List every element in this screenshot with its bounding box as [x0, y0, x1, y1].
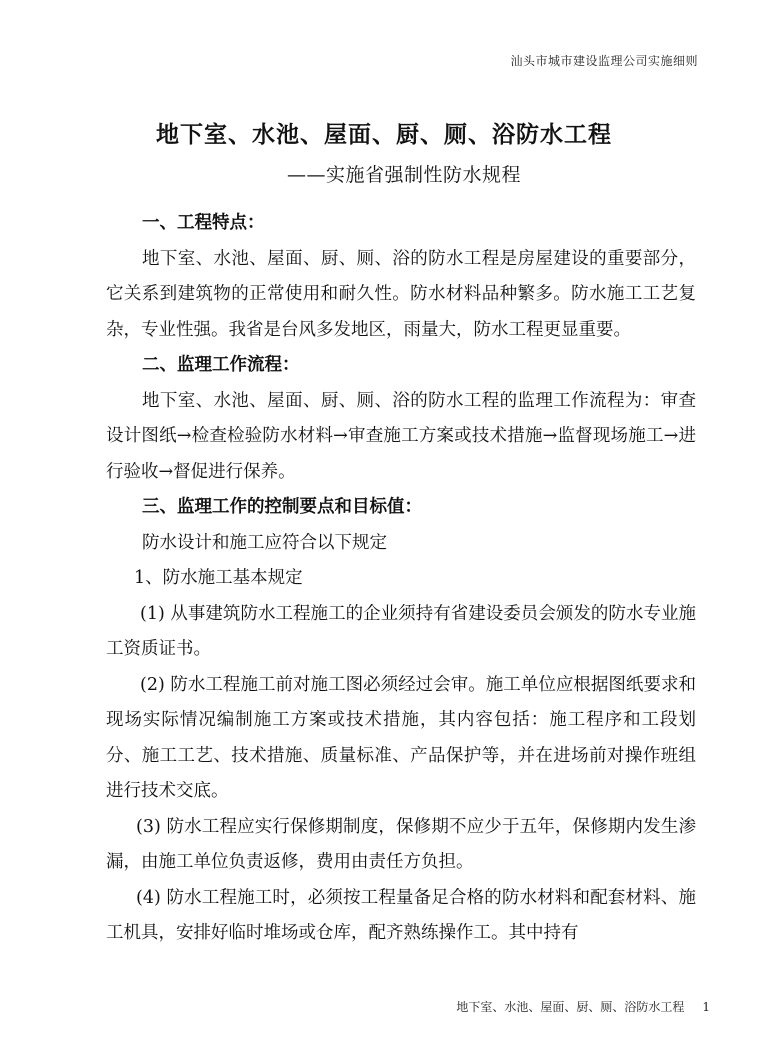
section-3-heading: 三、监理工作的控制要点和目标值：	[142, 497, 422, 517]
header-divider	[106, 78, 698, 79]
rule-item-3: (3) 防水工程应实行保修期制度，保修期不应少于五年，保修期内发生渗漏，由施工单位负责返修，费用由责任方负担。	[106, 816, 696, 872]
rule-item-4: (4) 防水工程施工时，必须按工程量备足合格的防水材料和配套材料、施工机具，安排好临时堆场或仓库，配齐熟练操作工。其中持有	[106, 887, 696, 943]
section-3-intro: 防水设计和施工应符合以下规定	[142, 532, 387, 553]
footer-title: 地下室、水池、屋面、厨、厕、浴防水工程	[456, 1000, 685, 1014]
document-title: 地下室、水池、屋面、厨、厕、浴防水工程	[156, 121, 612, 148]
section-3-subheading: 1、防水施工基本规定	[134, 568, 303, 588]
section-2-body: 地下室、水池、屋面、厨、厕、浴的防水工程的监理工作流程为：审查设计图纸→检查检验防水材料→审查施工方案或技术措施→监督现场施工→进行验收→督促进行保养。	[106, 390, 696, 482]
running-header: 汕头市城市建设监理公司实施细则	[510, 54, 698, 68]
document-body	[106, 206, 696, 952]
page-number: 1	[702, 1000, 710, 1014]
document-subtitle: ——实施省强制性防水规程	[286, 164, 521, 186]
rule-item-2: (2) 防水工程施工前对施工图必须经过会审。施工单位应根据图纸要求和现场实际情况编制施工方案或技术措施，其内容包括：施工程序和工段划分、施工工艺、技术措施、质量标准、产品保护等，并在进场前对操作班组进行技术交底。	[106, 674, 696, 801]
section-2-heading: 二、监理工作流程：	[142, 355, 300, 375]
page-footer	[456, 998, 710, 1015]
section-1-body: 地下室、水池、屋面、厨、厕、浴的防水工程是房屋建设的重要部分，它关系到建筑物的正常使用和耐久性。防水材料品种繁多。防水施工工艺复杂，专业性强。我省是台风多发地区，雨量大，防水工程更显重要。	[106, 248, 696, 340]
section-1-heading: 一、工程特点：	[142, 213, 265, 233]
rule-item-1: (1) 从事建筑防水工程施工的企业须持有省建设委员会颁发的防水专业施工资质证书。	[106, 603, 696, 659]
